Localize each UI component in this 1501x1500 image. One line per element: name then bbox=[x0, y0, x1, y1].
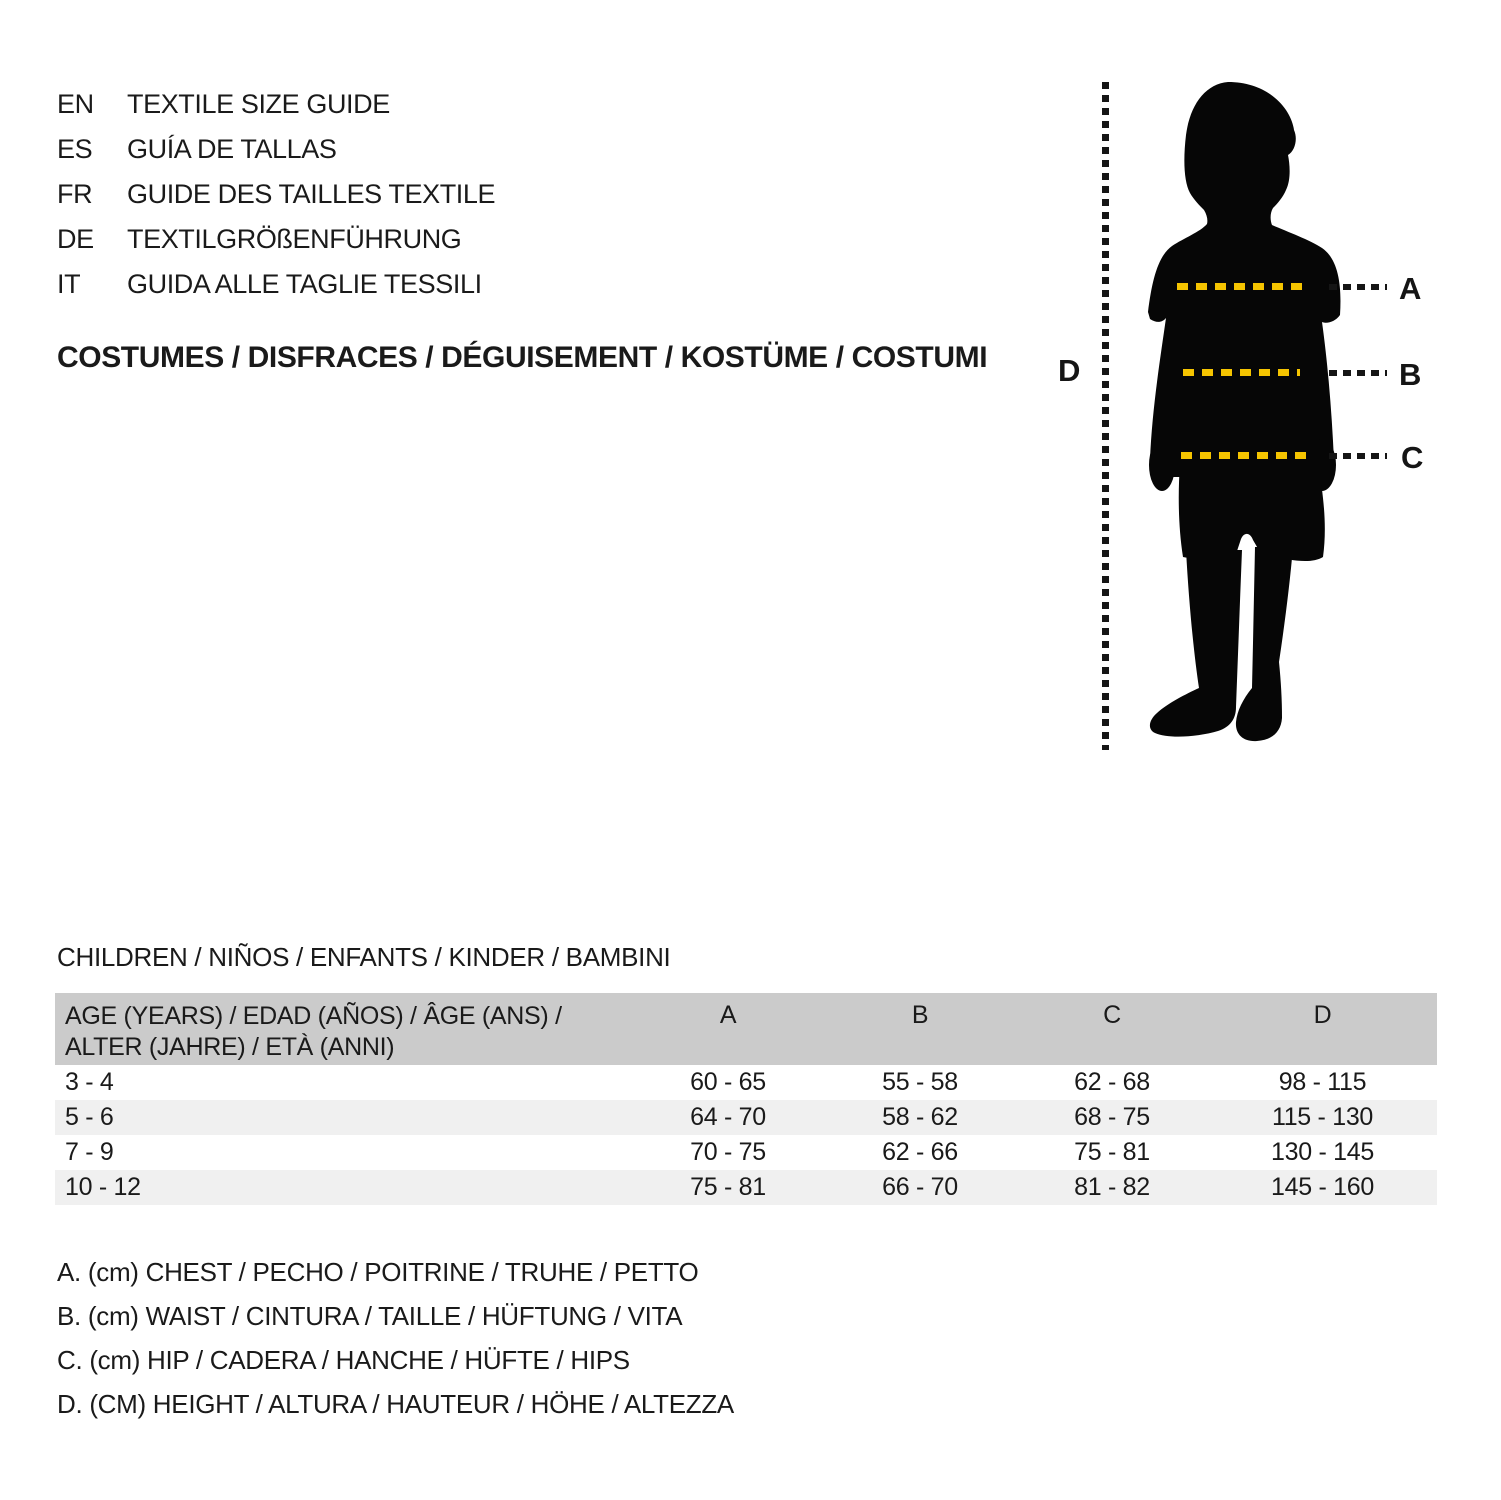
legend-chest: A. (cm) CHEST / PECHO / POITRINE / TRUHE / PETTO bbox=[57, 1256, 699, 1287]
children-section-title: CHILDREN / NIÑOS / ENFANTS / KINDER / BAMBINI bbox=[57, 942, 671, 972]
language-label: TEXTILGRÖßENFÜHRUNG bbox=[127, 224, 462, 254]
legend-height: D. (CM) HEIGHT / ALTURA / HAUTEUR / HÖHE / ALTEZZA bbox=[57, 1388, 734, 1419]
table-row bbox=[55, 1170, 1437, 1205]
category-title: COSTUMES / DISFRACES / DÉGUISEMENT / KOSTÜME / COSTUMI bbox=[57, 341, 988, 374]
age-cell: 3 - 4 bbox=[65, 1068, 114, 1096]
language-code: IT bbox=[57, 269, 81, 299]
size-table bbox=[55, 993, 1437, 1205]
legend-hip: C. (cm) HIP / CADERA / HANCHE / HÜFTE / HIPS bbox=[57, 1344, 630, 1375]
language-title-block bbox=[57, 82, 495, 307]
waist-cell: 58 - 62 bbox=[824, 1100, 1016, 1135]
chest-cell: 64 - 70 bbox=[632, 1100, 824, 1135]
column-header-a: A bbox=[632, 993, 824, 1065]
table-header-row bbox=[55, 993, 1437, 1065]
column-header-c: C bbox=[1016, 993, 1208, 1065]
height-measure-line-d bbox=[1102, 82, 1109, 750]
measure-label-a: A bbox=[1399, 271, 1422, 306]
hip-measure-line bbox=[1181, 452, 1307, 459]
chest-cell: 70 - 75 bbox=[690, 1138, 766, 1166]
chest-measure-line bbox=[1177, 283, 1307, 290]
height-cell: 98 - 115 bbox=[1278, 1068, 1367, 1096]
chest-leader-line bbox=[1329, 284, 1387, 290]
language-row-fr bbox=[57, 172, 495, 217]
language-code: DE bbox=[57, 224, 94, 254]
hip-cell: 75 - 81 bbox=[1074, 1138, 1150, 1166]
hip-cell: 62 - 68 bbox=[1074, 1068, 1150, 1096]
language-row-de bbox=[57, 217, 495, 262]
age-header-line2: ALTER (JAHRE) / ETÀ (ANNI) bbox=[65, 1033, 395, 1061]
hip-cell: 68 - 75 bbox=[1016, 1100, 1208, 1135]
language-code: ES bbox=[57, 134, 93, 164]
language-label: GUÍA DE TALLAS bbox=[127, 134, 337, 164]
hip-cell: 81 - 82 bbox=[1016, 1170, 1208, 1205]
language-code: FR bbox=[57, 179, 93, 209]
table-row bbox=[55, 1100, 1437, 1135]
measurement-legend bbox=[57, 1250, 734, 1426]
chest-cell: 60 - 65 bbox=[690, 1068, 766, 1096]
language-row-it bbox=[57, 262, 495, 307]
age-column-header bbox=[55, 993, 632, 1065]
column-header-b: B bbox=[824, 993, 1016, 1065]
child-silhouette bbox=[1110, 60, 1390, 760]
waist-cell: 55 - 58 bbox=[882, 1068, 958, 1096]
waist-leader-line bbox=[1329, 370, 1387, 376]
hip-leader-line bbox=[1329, 453, 1387, 459]
table-row bbox=[55, 1065, 1437, 1100]
height-cell: 145 - 160 bbox=[1208, 1170, 1437, 1205]
column-header-d: D bbox=[1208, 993, 1437, 1065]
height-cell: 130 - 145 bbox=[1271, 1138, 1374, 1166]
language-row-es bbox=[57, 127, 495, 172]
age-header-line1: AGE (YEARS) / EDAD (AÑOS) / ÂGE (ANS) / bbox=[65, 1002, 562, 1030]
chest-cell: 75 - 81 bbox=[632, 1170, 824, 1205]
age-cell: 5 - 6 bbox=[55, 1100, 632, 1135]
measure-label-c: C bbox=[1401, 440, 1424, 475]
height-cell: 115 - 130 bbox=[1208, 1100, 1437, 1135]
age-cell: 10 - 12 bbox=[55, 1170, 632, 1205]
language-label: GUIDE DES TAILLES TEXTILE bbox=[127, 179, 496, 209]
waist-measure-line bbox=[1183, 369, 1300, 376]
table-row bbox=[55, 1135, 1437, 1170]
language-code: EN bbox=[57, 89, 94, 119]
language-label: GUIDA ALLE TAGLIE TESSILI bbox=[127, 269, 482, 299]
waist-cell: 66 - 70 bbox=[824, 1170, 1016, 1205]
measure-label-d: D bbox=[1058, 353, 1081, 388]
language-row-en bbox=[57, 82, 495, 127]
waist-cell: 62 - 66 bbox=[882, 1138, 958, 1166]
age-cell: 7 - 9 bbox=[65, 1138, 114, 1166]
measure-label-b: B bbox=[1399, 357, 1422, 392]
language-label: TEXTILE SIZE GUIDE bbox=[127, 89, 390, 119]
legend-waist: B. (cm) WAIST / CINTURA / TAILLE / HÜFTUNG / VITA bbox=[57, 1300, 683, 1331]
